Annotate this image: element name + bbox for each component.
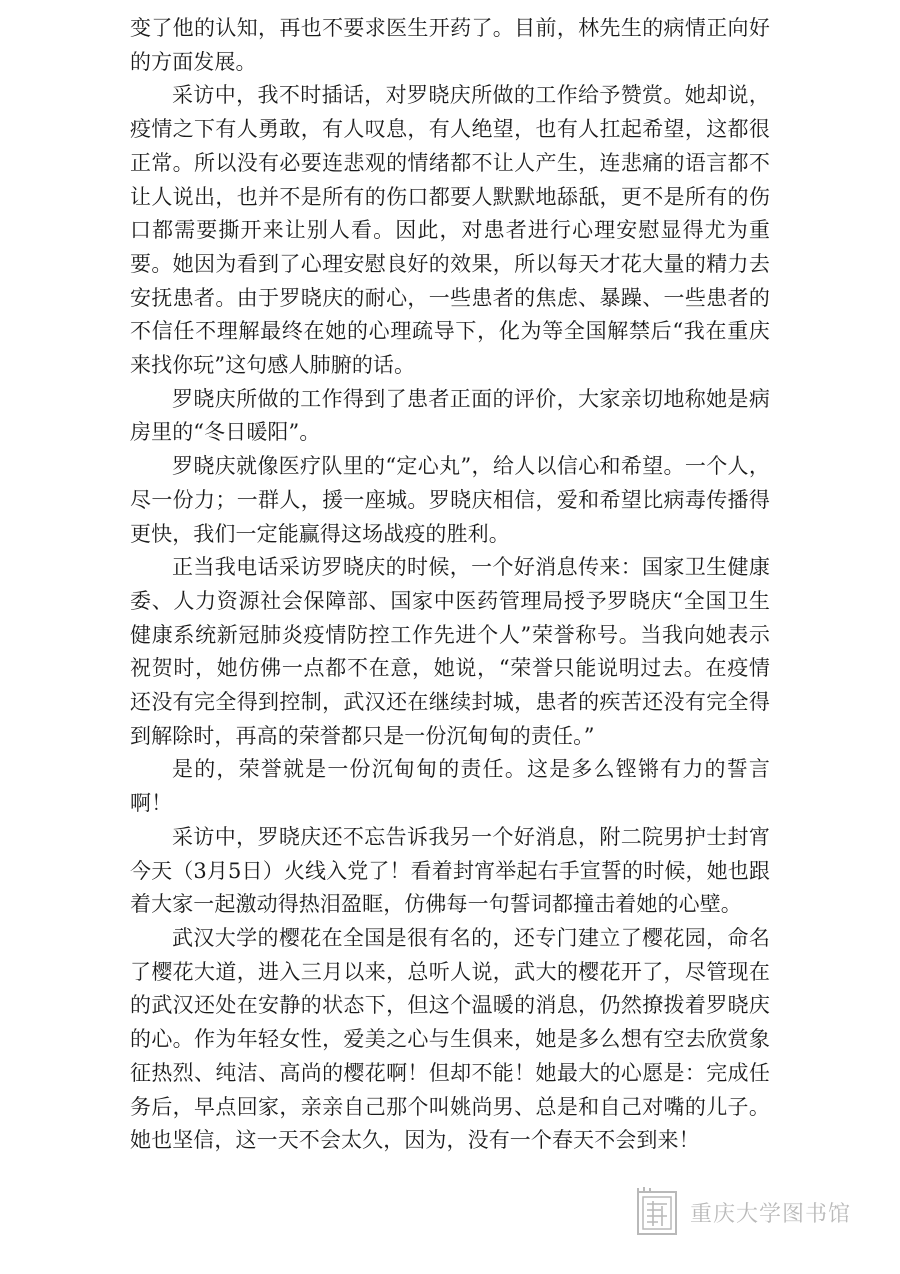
paragraph-7: 采访中，罗晓庆还不忘告诉我另一个好消息，附二院男护士封宵今天（3月5日）火线入党了！看着封宵举起右手宣誓的时候，她也跟着大家一起激动得热泪盈眶，仿佛每一句誓词都撞击着她的心壁。 [130,824,770,917]
paragraph-2: 采访中，我不时插话，对罗晓庆所做的工作给予赞赏。她却说，疫情之下有人勇敢，有人叹息，有人绝望，也有人扛起希望，这都很正常。所以没有必要连悲观的情绪都不让人产生，连悲痛的语言都不让人说出，也并不是所有的伤口都要人默默地舔舐，更不是所有的伤口都需要撕开来让别人看。因此，对患者进行心理安慰显得尤为重要。她因为看到了心理安慰良好的效果，所以每天才花大量的精力去安抚患者。由于罗晓庆的耐心，一些患者的焦虑、暴躁、一些患者的不信任不理解最终在她的心理疏导下，化为等全国解禁后“我在重庆来找你玩”这句感人肺腑的话。 [130,83,770,378]
watermark-label: 重庆大学图书馆 [690,1201,852,1227]
paragraph-3: 罗晓庆所做的工作得到了患者正面的评价，大家亲切地称她是病房里的“冬日暖阳”。 [130,386,770,445]
library-seal-icon [636,1186,678,1238]
paragraph-5: 正当我电话采访罗晓庆的时候，一个好消息传来：国家卫生健康委、人力资源社会保障部、国家中医药管理局授予罗晓庆“全国卫生健康系统新冠肺炎疫情防控工作先进个人”荣誉称号。当我向她表示祝贺时，她仿佛一点都不在意，她说，“荣誉只能说明过去。在疫情还没有完全得到控制，武汉还在继续封城，患者的疾苦还没有完全得到解除时，再高的荣誉都只是一份沉甸甸的责任。” [130,555,770,748]
library-watermark [636,1186,851,1238]
paragraph-1: 变了他的认知，再也不要求医生开药了。目前，林先生的病情正向好的方面发展。 [130,16,770,74]
paragraph-4: 罗晓庆就像医疗队里的“定心丸”，给人以信心和希望。一个人，尽一份力；一群人，援一座城。罗晓庆相信，爱和希望比病毒传播得更快，我们一定能赢得这场战疫的胜利。 [130,454,770,546]
paragraph-6: 是的，荣誉就是一份沉甸甸的责任。这是多么铿锵有力的誓言啊！ [130,757,770,816]
paragraph-8: 武汉大学的樱花在全国是很有名的，还专门建立了樱花园，命名了樱花大道，进入三月以来，总听人说，武大的樱花开了，尽管现在的武汉还处在安静的状态下，但这个温暖的消息，仍然撩拨着罗晓庆的心。作为年轻女性，爱美之心与生俱来，她是多么想有空去欣赏象征热烈、纯洁、高尚的樱花啊！但却不能！她最大的心愿是：完成任务后，早点回家，亲亲自己那个叫姚尚男、总是和自己对嘴的儿子。她也坚信，这一天不会太久，因为，没有一个春天不会到来！ [130,925,770,1153]
body-text [130,12,770,1158]
